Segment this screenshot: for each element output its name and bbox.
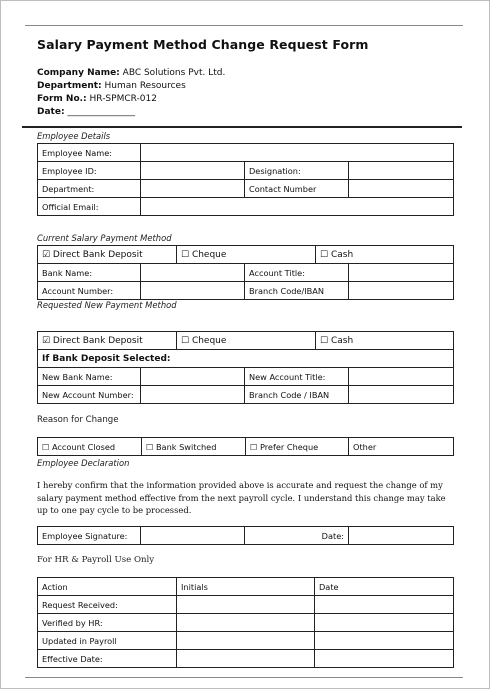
company-label: Company Name:	[37, 68, 120, 78]
email-field[interactable]	[141, 198, 454, 216]
hr-table	[37, 577, 454, 668]
hr-row-label: Request Received:	[38, 596, 177, 614]
new-account-title-label: New Account Title:	[245, 368, 349, 386]
formno-line	[37, 94, 157, 104]
current-cheque-checkbox[interactable]: ☐ Cheque	[177, 246, 316, 264]
top-rule	[25, 25, 463, 26]
department-label: Department:	[37, 81, 102, 91]
form-title: Salary Payment Method Change Request Form	[37, 37, 369, 52]
designation-field[interactable]	[349, 162, 454, 180]
hr-row-label: Effective Date:	[38, 650, 177, 668]
hr-date-field[interactable]	[315, 650, 454, 668]
employee-id-field[interactable]	[141, 162, 245, 180]
current-cash-checkbox[interactable]: ☐ Cash	[316, 246, 454, 264]
hr-col-date: Date	[315, 578, 454, 596]
department-label-cell: Department:	[38, 180, 141, 198]
current-bank-label: Bank Name:	[38, 264, 141, 282]
requested-method-table	[37, 331, 454, 404]
current-account-number-label: Account Number:	[38, 282, 141, 300]
new-branch-label: Branch Code / IBAN	[245, 386, 349, 404]
current-account-number-field[interactable]	[141, 282, 245, 300]
company-line	[37, 68, 225, 78]
hr-date-field[interactable]	[315, 596, 454, 614]
requested-method-heading: Requested New Payment Method	[37, 300, 177, 310]
table-row	[38, 527, 454, 545]
table-row	[38, 350, 454, 368]
table-row	[38, 246, 454, 264]
current-method-table	[37, 245, 454, 300]
reason-prefer-cheque-checkbox[interactable]: ☐ Prefer Cheque	[246, 438, 349, 456]
hr-heading: For HR & Payroll Use Only	[37, 555, 155, 565]
reason-account-closed-checkbox[interactable]: ☐ Account Closed	[38, 438, 142, 456]
contact-field[interactable]	[349, 180, 454, 198]
new-bank-label: New Bank Name:	[38, 368, 141, 386]
department-field[interactable]	[141, 180, 245, 198]
table-header-row	[38, 578, 454, 596]
date-line	[37, 107, 135, 117]
current-method-heading: Current Salary Payment Method	[37, 233, 172, 243]
employee-details-table	[37, 143, 454, 216]
hr-initials-field[interactable]	[177, 596, 315, 614]
email-label: Official Email:	[38, 198, 141, 216]
table-row	[38, 332, 454, 350]
current-branch-label: Branch Code/IBAN	[245, 282, 349, 300]
signature-table	[37, 526, 454, 545]
requested-direct-deposit-checkbox[interactable]: ☑ Direct Bank Deposit	[38, 332, 177, 350]
current-account-title-field[interactable]	[349, 264, 454, 282]
employee-name-label: Employee Name:	[38, 144, 141, 162]
designation-label: Designation:	[245, 162, 349, 180]
reason-table	[37, 437, 454, 456]
table-row	[38, 614, 454, 632]
current-account-title-label: Account Title:	[245, 264, 349, 282]
table-row	[38, 596, 454, 614]
signature-field[interactable]	[141, 527, 245, 545]
if-bank-deposit-label: If Bank Deposit Selected:	[38, 350, 454, 368]
employee-name-field[interactable]	[141, 144, 454, 162]
table-row	[38, 180, 454, 198]
requested-cheque-checkbox[interactable]: ☐ Cheque	[177, 332, 316, 350]
department-line	[37, 81, 186, 91]
table-row	[38, 282, 454, 300]
table-row	[38, 386, 454, 404]
table-row	[38, 162, 454, 180]
hr-row-label: Verified by HR:	[38, 614, 177, 632]
hr-initials-field[interactable]	[177, 614, 315, 632]
table-row	[38, 438, 454, 456]
department-value: Human Resources	[104, 81, 186, 91]
hr-date-field[interactable]	[315, 614, 454, 632]
hr-col-action: Action	[38, 578, 177, 596]
table-row	[38, 264, 454, 282]
hr-col-initials: Initials	[177, 578, 315, 596]
declaration-heading: Employee Declaration	[37, 458, 130, 468]
signature-label: Employee Signature:	[38, 527, 141, 545]
reason-heading: Reason for Change	[37, 415, 119, 425]
table-row	[38, 198, 454, 216]
current-direct-deposit-checkbox[interactable]: ☑ Direct Bank Deposit	[38, 246, 177, 264]
new-account-title-field[interactable]	[349, 368, 454, 386]
current-branch-field[interactable]	[349, 282, 454, 300]
new-account-number-field[interactable]	[141, 386, 245, 404]
new-account-number-label: New Account Number:	[38, 386, 141, 404]
declaration-text: I hereby confirm that the information provided above is accurate and request the change of my salary payment method effective from the next payroll cycle. I understand this change may take up to one pay cycle to be processed.	[37, 480, 446, 516]
table-row	[38, 368, 454, 386]
current-bank-field[interactable]	[141, 264, 245, 282]
hr-row-label: Updated in Payroll	[38, 632, 177, 650]
new-bank-field[interactable]	[141, 368, 245, 386]
contact-label: Contact Number	[245, 180, 349, 198]
hr-date-field[interactable]	[315, 632, 454, 650]
signature-date-label: Date:	[245, 527, 349, 545]
new-branch-field[interactable]	[349, 386, 454, 404]
bottom-rule	[25, 677, 463, 678]
reason-bank-switched-checkbox[interactable]: ☐ Bank Switched	[142, 438, 246, 456]
company-value: ABC Solutions Pvt. Ltd.	[122, 68, 226, 78]
date-value[interactable]: _______________	[67, 107, 135, 117]
table-row	[38, 144, 454, 162]
hr-initials-field[interactable]	[177, 632, 315, 650]
signature-date-field[interactable]	[349, 527, 454, 545]
table-row	[38, 632, 454, 650]
formno-label: Form No.:	[37, 94, 87, 104]
table-row	[38, 650, 454, 668]
header-divider	[22, 126, 462, 128]
employee-id-label: Employee ID:	[38, 162, 141, 180]
reason-other-field[interactable]: Other	[349, 438, 454, 456]
date-label: Date:	[37, 107, 65, 117]
formno-value: HR-SPMCR-012	[89, 94, 157, 104]
hr-initials-field[interactable]	[177, 650, 315, 668]
employee-details-heading: Employee Details	[37, 131, 111, 141]
requested-cash-checkbox[interactable]: ☐ Cash	[316, 332, 454, 350]
